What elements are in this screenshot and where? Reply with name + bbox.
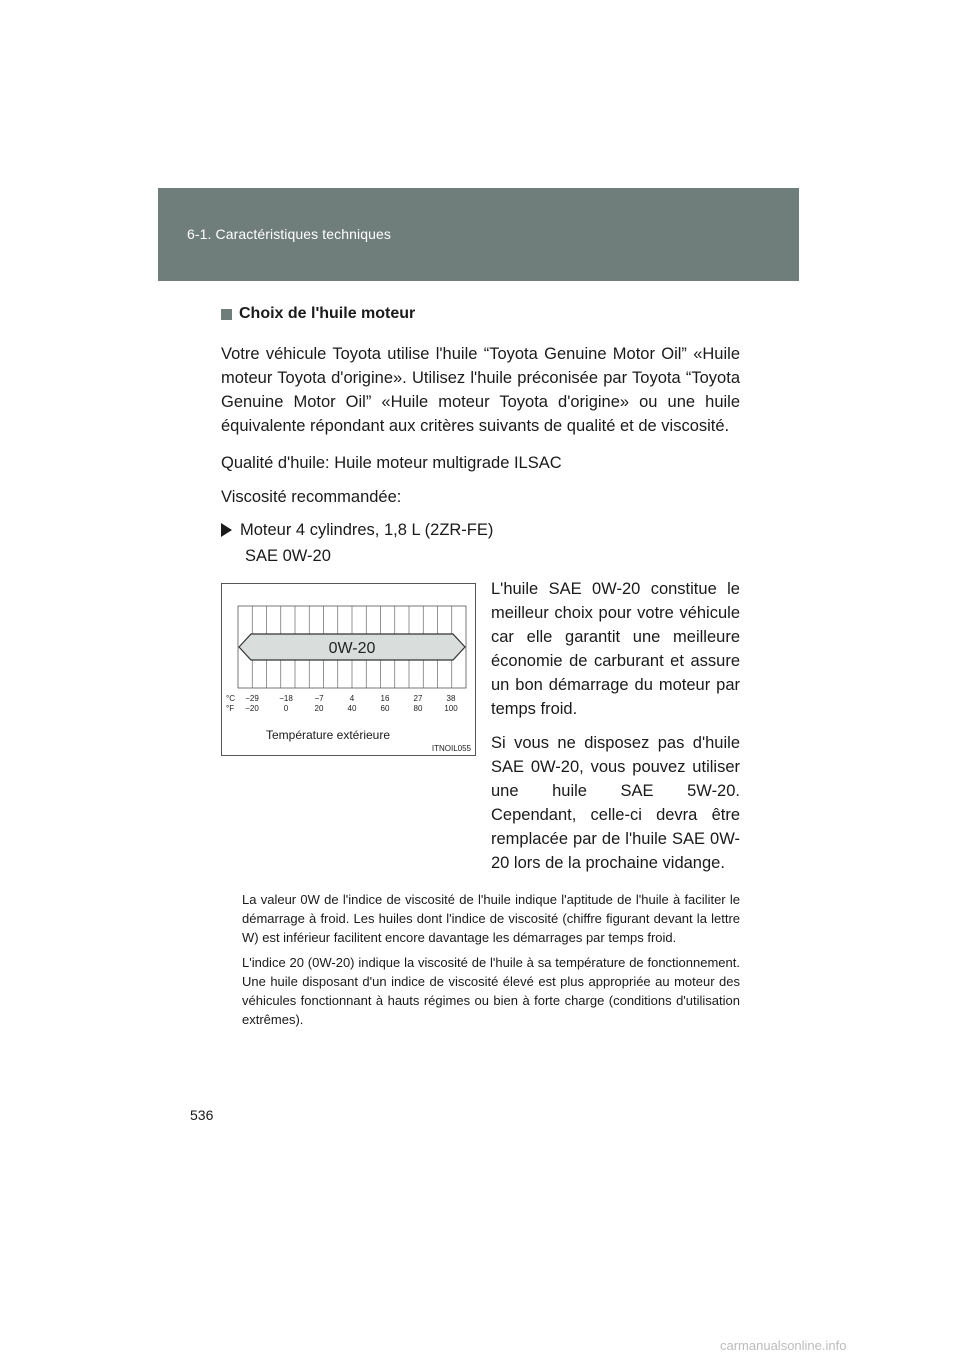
band-label: 0W-20 <box>328 640 376 657</box>
viscosity-label: Viscosité recommandée: <box>221 488 402 506</box>
engine-text: Moteur 4 cylindres, 1,8 L (2ZR-FE) <box>240 521 494 539</box>
alternative-paragraph: Si vous ne disposez pas d'huile SAE 0W-20, vous pouvez utiliser une huile SAE 5W-20. Cependant, celle-ci devra être remplacée par de l'huile SAE 0W-20 lors de la prochaine vidange. <box>491 734 740 872</box>
fahrenheit-tick-label: 40 <box>347 704 357 713</box>
fahrenheit-tick-label: 80 <box>413 704 423 713</box>
sae-grade: SAE 0W-20 <box>245 547 331 565</box>
intro-paragraph: Votre véhicule Toyota utilise l'huile “Toyota Genuine Motor Oil” «Huile moteur Toyota d'origine». Utilisez l'huile préconisée par Toyota “Toyota Genuine Motor Oil” «Huile moteur Toyota d'origine» ou une huile équivalente répondant aux critères suivants de qualité et de viscosité. <box>221 345 740 435</box>
oil-quality: Qualité d'huile: Huile moteur multigrade ILSAC <box>221 454 562 472</box>
engine-bullet <box>221 518 740 542</box>
fahrenheit-unit: °F <box>226 704 235 713</box>
notes <box>242 890 740 1035</box>
page-number: 536 <box>190 1107 214 1123</box>
square-bullet-icon <box>221 309 232 320</box>
note-operating-viscosity: L'indice 20 (0W-20) indique la viscosité de l'huile à sa température de fonctionnement. Une huile disposant d'un indice de viscosité élevé est plus appropriée au moteur des véhicules fonctionnant à hauts régimes ou bien à forte charge (conditions d'utilisation extrêmes). <box>242 955 740 1027</box>
celsius-tick-label: −29 <box>245 694 259 703</box>
fahrenheit-ticks <box>245 704 458 713</box>
triangle-bullet-icon <box>221 523 232 537</box>
viscosity-figure <box>221 583 476 756</box>
fahrenheit-tick-label: −20 <box>245 704 259 713</box>
celsius-ticks <box>245 694 456 703</box>
fahrenheit-tick-label: 20 <box>314 704 324 713</box>
celsius-tick-label: −18 <box>279 694 293 703</box>
fahrenheit-tick-label: 60 <box>380 704 390 713</box>
heading <box>221 304 740 324</box>
note-cold-start: La valeur 0W de l'indice de viscosité de l'huile indique l'aptitude de l'huile à faciliter le démarrage à froid. Les huiles dont l'indice de viscosité (chiffre figurant devant la lettre W) est inférieur facilitent encore davantage les démarrages par temps froid. <box>242 892 740 945</box>
celsius-tick-label: 27 <box>413 694 423 703</box>
recommendation-paragraph: L'huile SAE 0W-20 constitue le meilleur choix pour votre véhicule car elle garantit une meilleure économie de carburant et assure un bon démarrage du moteur par temps froid. <box>491 580 740 718</box>
section-header <box>158 188 799 281</box>
figure-code: ITNOIL055 <box>431 744 471 753</box>
watermark: carmanualsonline.info <box>720 1338 847 1353</box>
figure-caption: Température extérieure <box>265 728 391 742</box>
celsius-unit: °C <box>226 694 235 703</box>
celsius-tick-label: 38 <box>446 694 456 703</box>
viscosity-explanation <box>491 577 740 885</box>
celsius-tick-label: 16 <box>380 694 390 703</box>
heading-text: Choix de l'huile moteur <box>239 305 416 322</box>
fahrenheit-tick-label: 100 <box>444 704 458 713</box>
section-title: 6-1. Caractéristiques techniques <box>187 226 391 242</box>
celsius-tick-label: 4 <box>349 694 355 703</box>
celsius-tick-label: −7 <box>314 694 324 703</box>
fahrenheit-tick-label: 0 <box>283 704 289 713</box>
